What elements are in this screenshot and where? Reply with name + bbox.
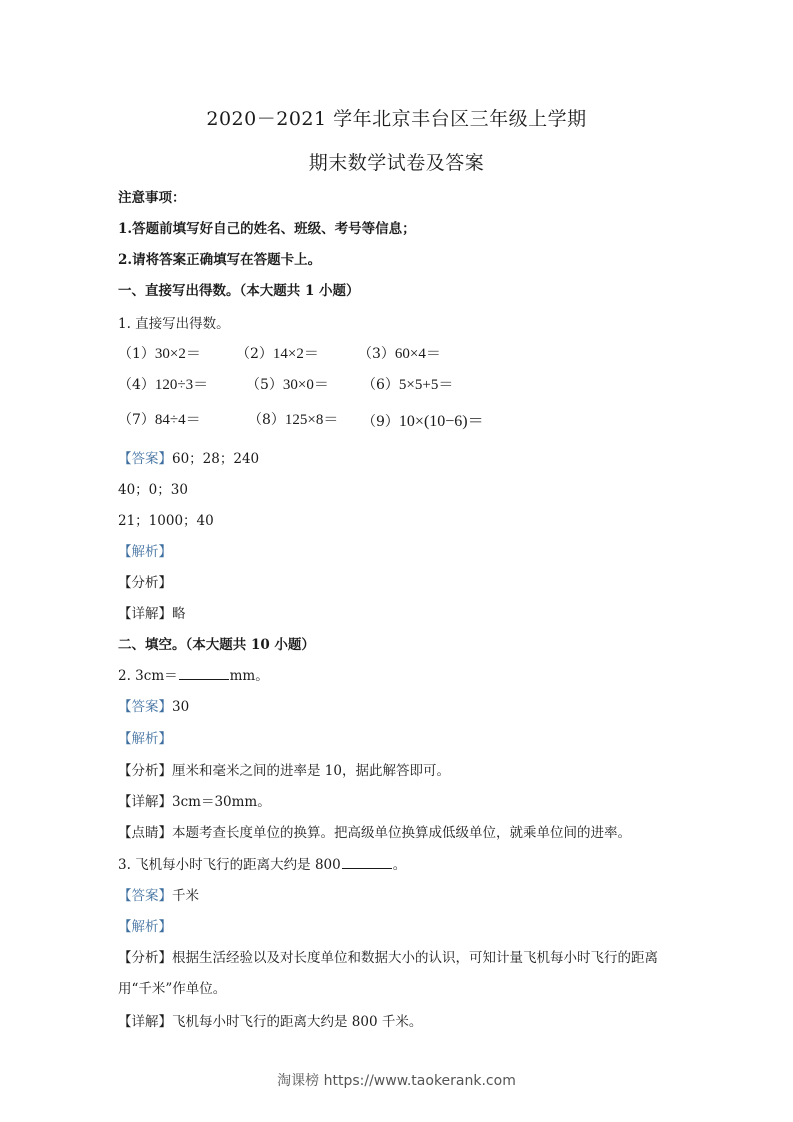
q2-answer: 【答案】30 xyxy=(118,699,190,715)
footer-watermark: 淘课榜 https://www.taokerank.com xyxy=(277,1073,516,1089)
q1-answer: 【答案】60；28；240 xyxy=(118,451,260,467)
notice-item-1: 1.答题前填写好自己的姓名、班级、考号等信息； xyxy=(118,221,416,237)
problem-item: （7）84÷4＝ xyxy=(118,412,201,428)
q3-answer: 【答案】千米 xyxy=(118,888,199,904)
q1-fenxi-tag: 【分析】 xyxy=(118,575,172,591)
problem-item: （5）30×0＝ xyxy=(246,377,329,393)
q2-detail: 【详解】3cm＝30mm。 xyxy=(118,794,271,810)
q2-point: 【点睛】本题考查长度单位的换算。把高级单位换算成低级单位，就乘单位间的进率。 xyxy=(118,825,631,841)
problem-item: （9）10×(10−6)＝ xyxy=(362,413,484,430)
notice-item-2: 2.请将答案正确填写在答题卡上。 xyxy=(118,252,322,268)
problem-item: （2）14×2＝ xyxy=(236,346,319,362)
q1-stem: 1. 直接写出得数。 xyxy=(118,316,230,332)
title-line-1: 2020－2021 学年北京丰台区三年级上学期 xyxy=(206,108,587,130)
section2-heading: 二、填空。（本大题共 10 小题） xyxy=(118,637,315,653)
notice-heading: 注意事项： xyxy=(118,190,186,206)
problem-item: （3）60×4＝ xyxy=(358,346,441,362)
answer-tag: 【答案】 xyxy=(118,451,172,467)
section1-heading: 一、直接写出得数。（本大题共 1 小题） xyxy=(118,283,360,299)
q3-analysis-tag: 【解析】 xyxy=(118,919,172,935)
answer-blank xyxy=(179,667,229,680)
q3-detail: 【详解】飞机每小时飞行的距离大约是 800 千米。 xyxy=(118,1014,423,1030)
title-line-2: 期末数学试卷及答案 xyxy=(308,152,485,174)
q1-detail: 【详解】略 xyxy=(118,606,186,622)
problem-item: （8）125×8＝ xyxy=(248,412,339,428)
q2-fenxi: 【分析】厘米和毫米之间的进率是 10，据此解答即可。 xyxy=(118,763,450,779)
q2-analysis-tag: 【解析】 xyxy=(118,731,172,747)
q1-analysis-tag: 【解析】 xyxy=(118,544,172,560)
problem-item: （6）5×5+5＝ xyxy=(362,377,454,393)
q3-fenxi-line-2: 用“千米”作单位。 xyxy=(118,981,227,997)
q3-fenxi: 【分析】根据生活经验以及对长度单位和数据大小的认识，可知计量飞机每小时飞行的距离 xyxy=(118,950,658,966)
problem-item: （1）30×2＝ xyxy=(118,346,201,362)
q3-stem: 3. 飞机每小时飞行的距离大约是 800 。 xyxy=(118,857,407,873)
problem-item: （4）120÷3＝ xyxy=(118,377,209,393)
q1-answer-line-3: 21；1000；40 xyxy=(118,513,214,529)
q1-answer-line-2: 40；0；30 xyxy=(118,482,188,498)
answer-blank xyxy=(342,856,392,869)
q2-stem: 2. 3cm＝ mm。 xyxy=(118,668,269,684)
